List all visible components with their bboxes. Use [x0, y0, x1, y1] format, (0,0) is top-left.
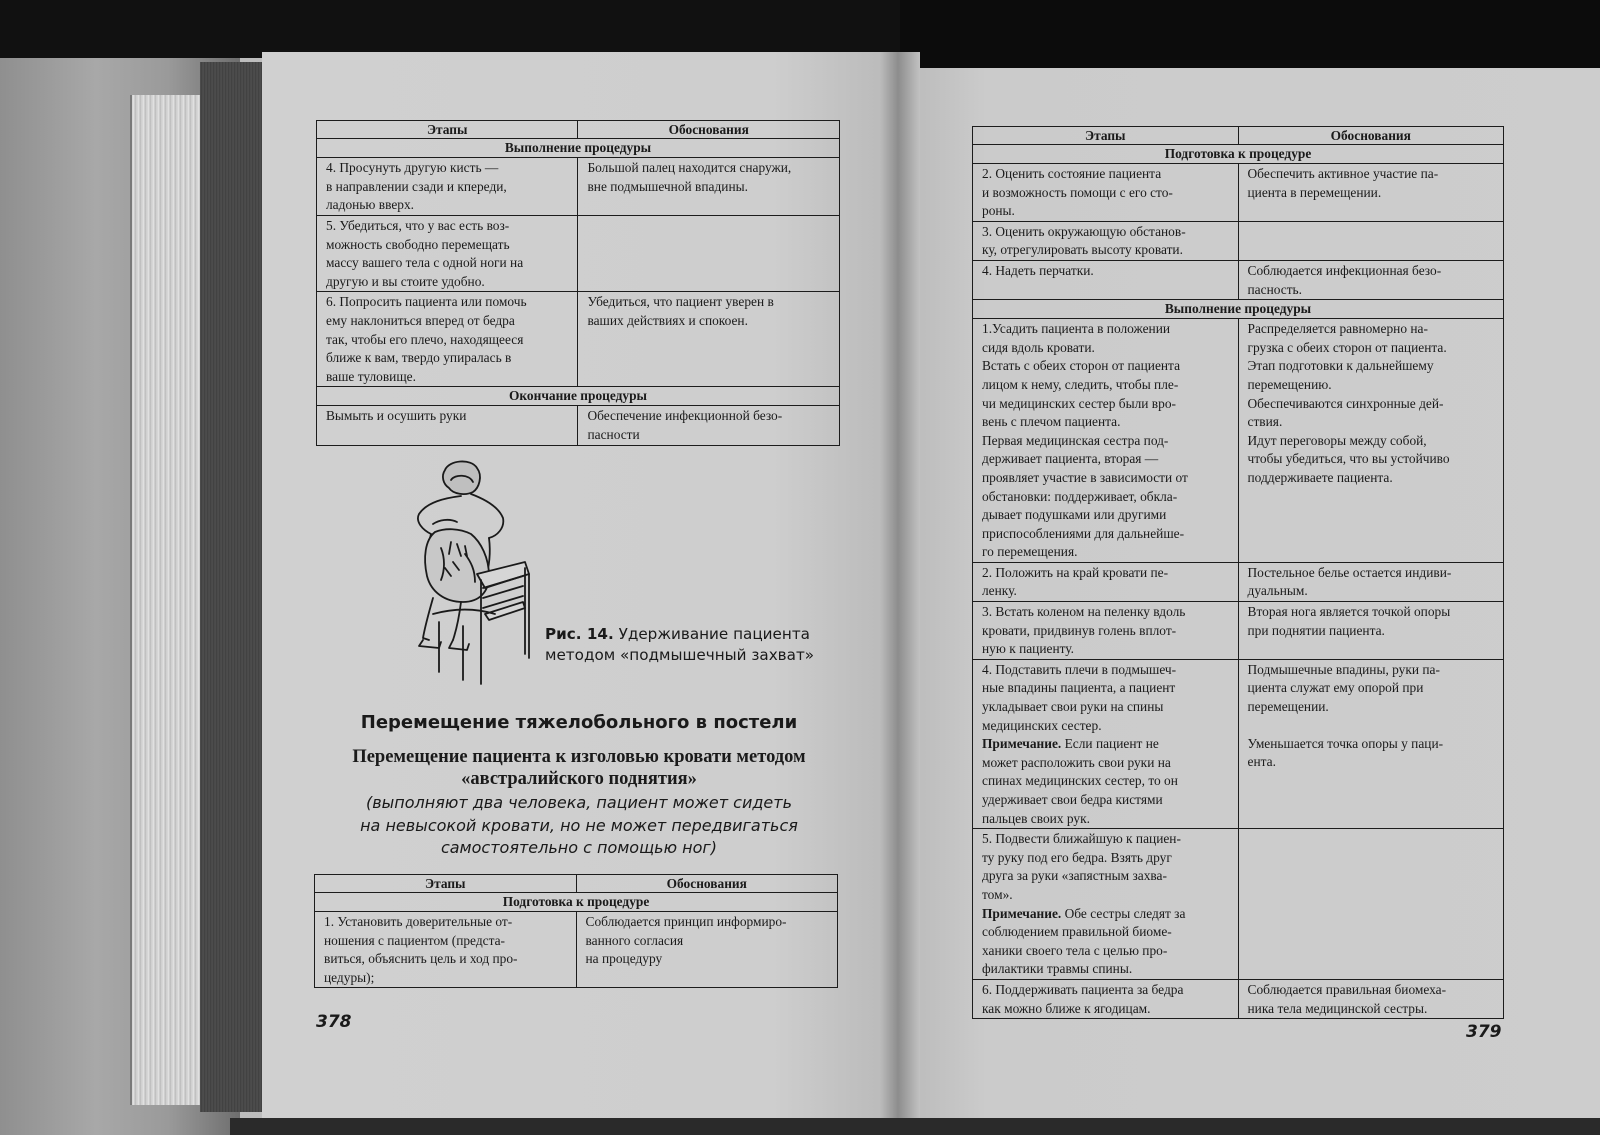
- figure-caption: [545, 624, 815, 666]
- stage-cell: 4. Просунуть другую кисть — в направлении сзади и кпереди, ладонью вверх.: [317, 158, 578, 216]
- reason-cell: [1238, 829, 1503, 980]
- table-row: [973, 659, 1504, 828]
- table-row: [317, 292, 840, 387]
- reason-cell: Постельное белье остается индиви- дуальным.: [1238, 562, 1503, 601]
- table-row: [315, 912, 838, 988]
- column-header-reasons: Обоснования: [1238, 127, 1503, 145]
- stage-cell: 6. Попросить пациента или помочь ему наклониться вперед от бедра так, чтобы его плечо, находящееся ближе к вам, твердо упиралась в ваше туловище.: [317, 292, 578, 387]
- table-row: [317, 216, 840, 292]
- reason-cell: [1238, 659, 1503, 828]
- column-header-stages: Этапы: [973, 127, 1239, 145]
- stage-cell: 3. Встать коленом на пеленку вдоль кровати, придвинув голень вплот- ную к пациенту.: [973, 602, 1239, 660]
- page-number-left: 378: [316, 1012, 352, 1032]
- section-row-execution: Выполнение процедуры: [317, 139, 840, 158]
- stage-cell: Вымыть и осушить руки: [317, 406, 578, 445]
- stage-cell: 4. Надеть перчатки.: [973, 260, 1239, 299]
- table-row: [973, 562, 1504, 601]
- table-row: [973, 164, 1504, 222]
- figure-number: Рис. 14.: [545, 625, 614, 643]
- section-heading: Перемещение тяжелобольного в постели: [360, 712, 798, 733]
- table-row: [973, 319, 1504, 563]
- stage-text: 5. Подвести ближайшую к пациен- ту руку под его бедра. Взять друг друга за руки «запястным захва- том».: [982, 831, 1181, 902]
- reason-cell: Обеспечение инфекционной безо- пасности: [578, 406, 840, 445]
- reason-text: Подмышечные впадины, руки па- циента служат ему опорой при перемещении.: [1247, 661, 1440, 715]
- section-row-preparation: Подготовка к процедуре: [315, 893, 838, 912]
- stage-cell: 1. Установить доверительные от- ношения с пациентом (предста- виться, объяснить цель и ход про- цедуры);: [315, 912, 577, 988]
- reason-cell: Соблюдается инфекционная безо- пасность.: [1238, 260, 1503, 299]
- stage-cell: 6. Поддерживать пациента за бедра как можно ближе к ягодицам.: [973, 979, 1239, 1018]
- section-row-end: Окончание процедуры: [317, 387, 840, 406]
- procedure-note: (выполняют два человека, пациент может сидеть на невысокой кровати, но не может передвигаться самостоятельно с помощью ног): [360, 793, 798, 857]
- subsection-heading: Перемещение пациента к изголовью кровати методом «австралийского поднятия»: [352, 747, 806, 789]
- table-row: [973, 979, 1504, 1018]
- reason-cell: [1238, 221, 1503, 260]
- table-row: [973, 602, 1504, 660]
- note-label: Примечание.: [982, 736, 1062, 752]
- stage-cell: 1.Усадить пациента в положении сидя вдоль кровати. Встать с обеих сторон от пациента лицом к нему, следить, чтобы пле- чи медицинских сестер были вро- вень с плечом пациента. Первая медицинская сестра под- держивает пациента, вторая — проявляет участие в зависимости от обстановки: поддерживает, обкла- дывает подушками или другими приспособлениями для дальнейше- го перемещения.: [973, 319, 1239, 563]
- reason-cell: Соблюдается принцип информиро- ванного согласия на процедуру: [576, 912, 837, 988]
- nurse-holding-patient-illustration: [405, 458, 540, 690]
- reason-cell: Большой палец находится снаружи, вне подмышечной впадины.: [578, 158, 840, 216]
- column-header-stages: Этапы: [315, 875, 577, 893]
- column-header-reasons: Обоснования: [578, 121, 840, 139]
- procedure-table-top-left: [316, 120, 840, 446]
- table-row: [973, 260, 1504, 299]
- note-label: Примечание.: [982, 905, 1062, 921]
- dark-background-bottom: [230, 1118, 1600, 1135]
- column-header-reasons: Обоснования: [576, 875, 837, 893]
- note-text: Если пациент не может расположить свои руки на спинах медицинских сестер, то он удерживает свои бедра кистями пальцев своих рук.: [982, 736, 1178, 826]
- reason-cell: Распределяется равномерно на- грузка с обеих сторон от пациента. Этап подготовки к дальнейшему перемещению. Обеспечиваются синхронные дей- ствия. Идут переговоры между собой, чтобы убедиться, что вы устойчиво поддерживаете пациента.: [1238, 319, 1503, 563]
- book-spine: [880, 52, 920, 1118]
- reason-cell: Убедиться, что пациент уверен в ваших действиях и спокоен.: [578, 292, 840, 387]
- stage-cell: 5. Убедиться, что у вас есть воз- можность свободно перемещать массу вашего тела с одной ноги на другую и вы стоите удобно.: [317, 216, 578, 292]
- stage-cell: [973, 829, 1239, 980]
- reason-cell: Обеспечить активное участие па- циента в перемещении.: [1238, 164, 1503, 222]
- stage-cell: 2. Оценить состояние пациента и возможность помощи с его сто- роны.: [973, 164, 1239, 222]
- stage-cell: 2. Положить на край кровати пе- ленку.: [973, 562, 1239, 601]
- table-row: [973, 829, 1504, 980]
- book-page-edges: [200, 62, 262, 1112]
- reason-cell: Вторая нога является точкой опоры при поднятии пациента.: [1238, 602, 1503, 660]
- table-row: [973, 221, 1504, 260]
- procedure-table-right: [972, 126, 1504, 1019]
- reason-text-secondary: Уменьшается точка опоры у паци- ента.: [1247, 735, 1444, 770]
- table-row: [317, 406, 840, 445]
- book-page-stack: [130, 95, 200, 1105]
- section-row-execution: Выполнение процедуры: [973, 300, 1504, 319]
- procedure-table-bottom-left: [314, 874, 838, 988]
- reason-cell: Соблюдается правильная биомеха- ника тела медицинской сестры.: [1238, 979, 1503, 1018]
- stage-text: 4. Подставить плечи в подмышеч- ные впадины пациента, а пациент укладывает свои руки на спины медицинских сестер.: [982, 661, 1177, 733]
- note-text: Обе сестры следят за соблюдением правильной биоме- ханики своего тела с целью про- филактики травмы спины.: [982, 905, 1186, 977]
- section-row-preparation: Подготовка к процедуре: [973, 145, 1504, 164]
- stage-cell: 3. Оценить окружающую обстанов- ку, отрегулировать высоту кровати.: [973, 221, 1239, 260]
- column-header-stages: Этапы: [317, 121, 578, 139]
- stage-cell: [973, 659, 1239, 828]
- page-number-right: 379: [1466, 1022, 1502, 1042]
- table-row: [317, 158, 840, 216]
- reason-cell: [578, 216, 840, 292]
- figure-caption-text: Удерживание пациента методом «подмышечный захват»: [545, 625, 815, 664]
